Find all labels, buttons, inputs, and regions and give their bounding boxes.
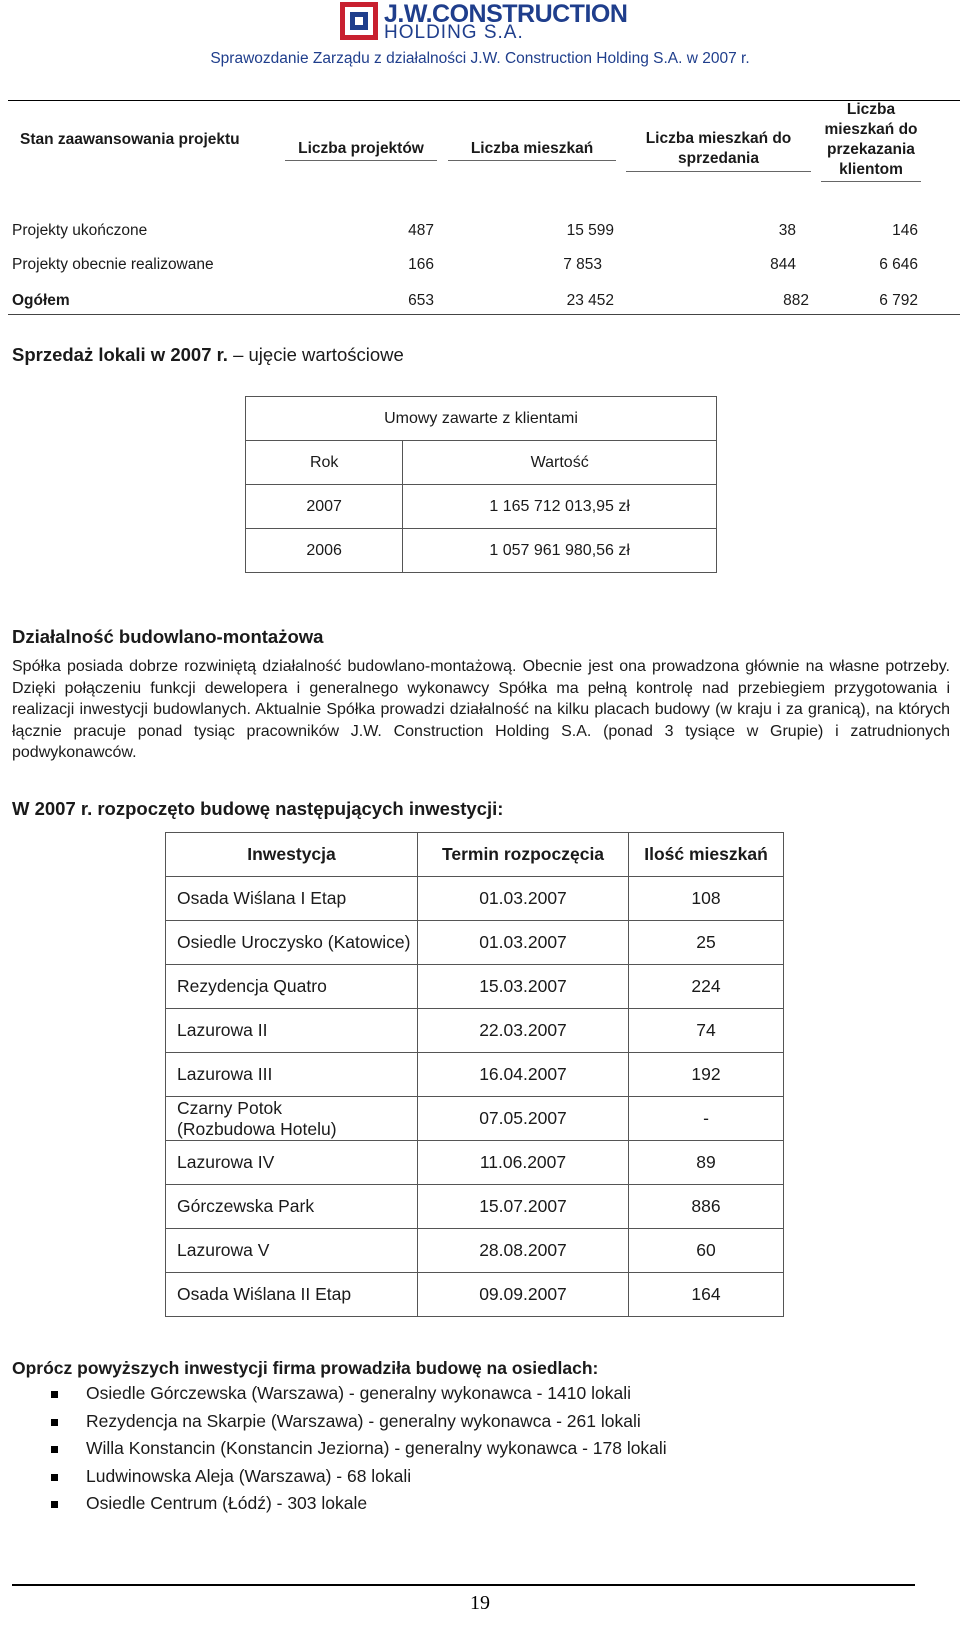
- list-item: [12, 1493, 667, 1521]
- stats-total-rule: [8, 314, 960, 315]
- investment-name: Czarny Potok (Rozbudowa Hotelu): [166, 1097, 418, 1141]
- sales-col-year: Rok: [246, 441, 403, 485]
- logo-mark-icon: [340, 2, 378, 40]
- investments-col-units: Ilość mieszkań: [629, 833, 784, 877]
- list-item-text: Willa Konstancin (Konstancin Jeziorna) - generalny wykonawca - 178 lokali: [86, 1438, 667, 1458]
- investment-start: 11.06.2007: [418, 1141, 629, 1185]
- stats-header-for-sale: Liczba mieszkań do sprzedania: [626, 129, 811, 172]
- investment-start: 16.04.2007: [418, 1053, 629, 1097]
- stats-cell: 844: [770, 256, 796, 273]
- stats-cell: 7 853: [563, 256, 602, 273]
- list-item-text: Osiedle Centrum (Łódź) - 303 lokale: [86, 1493, 368, 1513]
- other-sites-heading: Oprócz powyższych inwestycji firma prowadziła budowę na osiedlach:: [12, 1358, 599, 1378]
- stats-cell: 6 646: [879, 256, 918, 273]
- stats-header-stage: Stan zaawansowania projektu: [20, 131, 240, 148]
- list-item-text: Rezydencja na Skarpie (Warszawa) - generalny wykonawca - 261 lokali: [86, 1410, 641, 1431]
- investment-name: Rezydencja Quatro: [166, 965, 418, 1009]
- list-item-text: Ludwinowska Aleja (Warszawa) - 68 lokali: [86, 1465, 412, 1486]
- investment-start: 07.05.2007: [418, 1097, 629, 1141]
- company-logo: [340, 0, 630, 43]
- sales-heading-sub: – ujęcie wartościowe: [227, 344, 404, 365]
- investments-col-start: Termin rozpoczęcia: [418, 833, 629, 877]
- sales-col-value: Wartość: [403, 441, 717, 485]
- sales-year-cell: 2006: [246, 529, 403, 573]
- stats-cell: 6 792: [879, 292, 918, 309]
- table-row: [246, 485, 717, 529]
- sales-heading: [12, 344, 404, 366]
- sales-value-table: [245, 396, 717, 573]
- list-item: [12, 1411, 667, 1439]
- investment-name: Osada Wiślana I Etap: [166, 877, 418, 921]
- table-row: [246, 441, 717, 485]
- table-row: [166, 1097, 784, 1141]
- investment-units: 886: [629, 1185, 784, 1229]
- table-row: [166, 1009, 784, 1053]
- investment-name: Lazurowa II: [166, 1009, 418, 1053]
- stats-cell: 23 452: [566, 292, 614, 309]
- stats-cell: 882: [783, 292, 809, 309]
- investment-start: 09.09.2007: [418, 1273, 629, 1317]
- stats-header-to-handover: Liczba mieszkań do przekazania klientom: [821, 100, 921, 182]
- list-item-text: Osiedle Górczewska (Warszawa) - generalny wykonawca - 1410 lokali: [86, 1383, 631, 1403]
- construction-heading: Działalność budowlano-montażowa: [12, 626, 324, 647]
- investments-col-name: Inwestycja: [166, 833, 418, 877]
- header-divider: [8, 100, 960, 101]
- sales-year-cell: 2007: [246, 485, 403, 529]
- stats-header-projects: Liczba projektów: [285, 140, 437, 161]
- bullet-square-icon: [51, 1391, 58, 1398]
- list-item: [12, 1466, 667, 1494]
- investment-start: 28.08.2007: [418, 1229, 629, 1273]
- investments-table: [165, 832, 784, 1317]
- investment-units: 224: [629, 965, 784, 1009]
- investment-start: 15.03.2007: [418, 965, 629, 1009]
- table-row: [166, 965, 784, 1009]
- table-row: [166, 1141, 784, 1185]
- table-row: [166, 877, 784, 921]
- sales-value-cell: 1 165 712 013,95 zł: [403, 485, 717, 529]
- investment-start: 01.03.2007: [418, 921, 629, 965]
- construction-paragraph: Spółka posiada dobrze rozwiniętą działalność budowlano-montażową. Obecnie jest ona prowadzona głównie na własne potrzeby. Dzięki połączeniu funkcji dewelopera i generalnego wykonawcy Spółka ma pełną kontrolę nad przebiegiem przygotowania i realizacji inwestycji budowlanych. Aktualnie Spółka prowadzi działalność na kilku placach budowy (w kraju i za granicą), na których łącznie pracuje ponad tysiąc pracowników J.W. Construction Holding S.A. (ponad 3 tysiące w Grupie) i zatrudnionych podwykonawców.: [12, 658, 950, 762]
- table-row: [166, 1185, 784, 1229]
- stats-cell: 38: [778, 222, 796, 239]
- table-row: [166, 1053, 784, 1097]
- stats-cell: 166: [408, 256, 434, 273]
- table-row: [246, 529, 717, 573]
- investments-heading: W 2007 r. rozpoczęto budowę następujących inwestycji:: [12, 798, 504, 819]
- investment-start: 22.03.2007: [418, 1009, 629, 1053]
- stats-cell: 146: [892, 222, 918, 239]
- investment-units: 74: [629, 1009, 784, 1053]
- investment-name: Osada Wiślana II Etap: [166, 1273, 418, 1317]
- list-item: [12, 1383, 667, 1411]
- investment-units: -: [629, 1097, 784, 1141]
- bullet-square-icon: [51, 1501, 58, 1508]
- other-sites-list: [12, 1383, 667, 1521]
- stats-cell: 653: [408, 292, 434, 309]
- investment-units: 60: [629, 1229, 784, 1273]
- table-row: [166, 1229, 784, 1273]
- investment-units: 164: [629, 1273, 784, 1317]
- stats-total-label: Ogółem: [12, 292, 70, 309]
- investment-name: Górczewska Park: [166, 1185, 418, 1229]
- investment-units: 192: [629, 1053, 784, 1097]
- sales-value-cell: 1 057 961 980,56 zł: [403, 529, 717, 573]
- sales-heading-main: Sprzedaż lokali w 2007 r.: [12, 344, 228, 365]
- page-number: 19: [470, 1592, 490, 1614]
- bullet-square-icon: [51, 1446, 58, 1453]
- investment-name: Lazurowa III: [166, 1053, 418, 1097]
- bullet-square-icon: [51, 1474, 58, 1481]
- logo-text-line2: HOLDING S.A.: [384, 22, 524, 43]
- report-title: Sprawozdanie Zarządu z działalności J.W. Construction Holding S.A. w 2007 r.: [210, 50, 750, 67]
- investment-name: Osiedle Uroczysko (Katowice): [166, 921, 418, 965]
- list-item: [12, 1438, 667, 1466]
- investment-start: 15.07.2007: [418, 1185, 629, 1229]
- logo-text-line1: J.W.CONSTRUCTION: [384, 0, 628, 28]
- table-header-row: [166, 833, 784, 877]
- footer-divider: [12, 1584, 915, 1586]
- stats-cell: 487: [408, 222, 434, 239]
- stats-row-label: Projekty obecnie realizowane: [12, 256, 214, 273]
- stats-row-label: Projekty ukończone: [12, 222, 148, 239]
- investment-name: Lazurowa IV: [166, 1141, 418, 1185]
- investment-units: 25: [629, 921, 784, 965]
- bullet-square-icon: [51, 1419, 58, 1426]
- table-row: [246, 397, 717, 441]
- table-row: [166, 921, 784, 965]
- investment-units: 108: [629, 877, 784, 921]
- sales-table-title: Umowy zawarte z klientami: [246, 397, 717, 441]
- stats-cell: 15 599: [566, 222, 614, 239]
- table-row: [166, 1273, 784, 1317]
- investment-start: 01.03.2007: [418, 877, 629, 921]
- investment-name: Lazurowa V: [166, 1229, 418, 1273]
- stats-header-apartments: Liczba mieszkań: [448, 140, 616, 161]
- investment-units: 89: [629, 1141, 784, 1185]
